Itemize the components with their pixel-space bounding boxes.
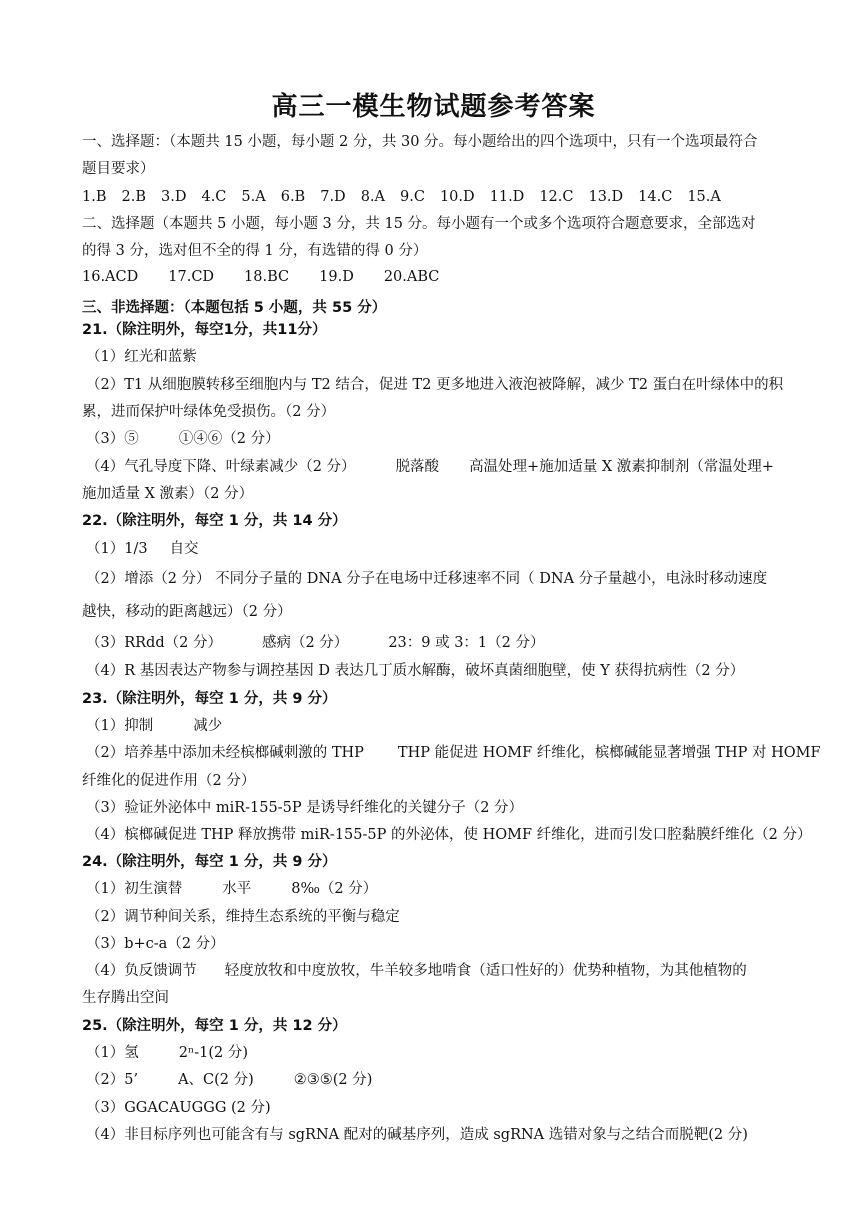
section1-answer-9: 9.C — [400, 189, 425, 205]
q25-answer2-part2: A、C(2 分) — [178, 1072, 254, 1088]
section2-answer-3: 18.BC — [244, 269, 290, 285]
q23-answer2-line2: 纤维化的促进作用（2 分） — [82, 773, 256, 789]
q25-heading: 25.（除注明外，每空 1 分，共 12 分） — [82, 1018, 347, 1034]
q22-answer3-part2: 感病（2 分） — [261, 635, 349, 651]
section2-answer-5: 20.ABC — [383, 269, 440, 285]
q21-answer2-line1: （2）T1 从细胞膜转移至细胞内与 T2 结合，促进 T2 更多地进入液泡被降解，减少 T2 蛋白在叶绿体中的积 — [86, 377, 784, 393]
q25-answer4: （4）非目标序列也可能含有与 sgRNA 配对的碱基序列，造成 sgRNA 选错对象与之结合而脱靶(2 分) — [86, 1127, 748, 1143]
section1-answer-5: 5.A — [241, 189, 266, 205]
section1-answer-4: 4.C — [201, 189, 227, 205]
section1-answer-14: 14.C — [638, 189, 673, 205]
q25-answer1 — [86, 1043, 799, 1063]
q22-heading: 22.（除注明外，每空 1 分，共 14 分） — [82, 513, 347, 529]
section1-answer-11: 11.D — [489, 189, 525, 205]
q24-answer4-part1: （4）负反馈调节 — [86, 963, 197, 979]
q25-answer2 — [86, 1070, 799, 1090]
section2-answer-2: 17.CD — [168, 269, 215, 285]
q22-answer3 — [86, 633, 799, 653]
section2-answers — [82, 267, 799, 287]
q22-answer4: （4）R 基因表达产物参与调控基因 D 表达几丁质水解酶，破坏真菌细胞壁，使 Y 获得抗病性（2 分） — [86, 663, 745, 679]
q22-answer2-line1: （2）增添（2 分） 不同分子量的 DNA 分子在电场中迁移速率不同（ DNA 分子量越小，电泳时移动速度 — [86, 571, 768, 587]
q21-answer3-part1: （3）⑤ — [86, 431, 139, 447]
q21-answer4-part1: （4）气孔导度下降、叶绿素减少（2 分） — [86, 459, 356, 475]
section1-answer-2: 2.B — [121, 189, 146, 205]
section2-heading-line2: 的得 3 分，选对但不全的得 1 分，有选错的得 0 分） — [82, 243, 428, 259]
q21-answer2-line2: 累，进而保护叶绿体免受损伤。（2 分） — [82, 404, 336, 420]
section1-answer-7: 7.D — [320, 189, 346, 205]
q22-answer1-part1: （1）1/3 — [86, 541, 148, 557]
section2-heading-line1: 二、选择题（本题共 5 小题，每小题 3 分，共 15 分。每小题有一个或多个选项符合题意要求，全部选对 — [82, 216, 756, 232]
q23-heading: 23.（除注明外，每空 1 分，共 9 分） — [82, 691, 337, 707]
section1-answer-1: 1.B — [82, 189, 107, 205]
q22-answer1 — [86, 539, 799, 559]
section2-answer-1: 16.ACD — [82, 269, 139, 285]
q22-answer3-part1: （3）RRdd（2 分） — [86, 635, 222, 651]
section3-heading: 三、非选择题：（本题包括 5 小题，共 55 分） — [82, 300, 387, 316]
section1-answer-3: 3.D — [161, 189, 187, 205]
section1-answer-13: 13.D — [588, 189, 624, 205]
q25-answer1-part2: 2ⁿ-1(2 分) — [178, 1045, 249, 1061]
q23-answer2-line1 — [86, 743, 821, 763]
q24-answer1-part2: 水平 — [222, 881, 252, 897]
section1-answer-8: 8.A — [360, 189, 385, 205]
section1-answer-12: 12.C — [539, 189, 574, 205]
q25-answer2-part3: ②③⑤(2 分) — [293, 1072, 373, 1088]
q24-answer1 — [86, 879, 799, 899]
q23-answer1 — [86, 716, 799, 736]
q24-answer4-line1 — [86, 961, 799, 981]
q21-heading: 21.（除注明外，每空1分，共11分） — [82, 322, 327, 338]
q24-answer4-line2: 生存腾出空间 — [82, 990, 169, 1006]
q24-answer4-part2: 轻度放牧和中度放牧，牛羊较多地啃食（适口性好的）优势种植物，为其他植物的 — [224, 963, 747, 979]
q24-answer2: （2）调节种间关系，维持生态系统的平衡与稳定 — [86, 909, 400, 925]
q21-answer1: （1）红光和蓝紫 — [86, 349, 197, 365]
section1-answer-10: 10.D — [439, 189, 475, 205]
q24-answer3: （3）b+c-a（2 分） — [86, 936, 225, 952]
q22-answer1-part2: 自交 — [169, 541, 199, 557]
section2-answer-4: 19.D — [319, 269, 354, 285]
q22-answer3-part3: 23：9 或 3：1（2 分） — [388, 635, 545, 651]
section1-answer-15: 15.A — [687, 189, 721, 205]
q25-answer3: （3）GGACAUGGG (2 分) — [86, 1100, 271, 1116]
q25-answer1-part1: （1）氢 — [86, 1045, 139, 1061]
q24-answer1-part3: 8‰（2 分） — [291, 881, 378, 897]
q23-answer2-part1: （2）培养基中添加未经槟榔碱刺激的 THP — [86, 745, 364, 761]
q23-answer4: （4）槟榔碱促进 THP 释放携带 miR-155-5P 的外泌体，使 HOMF 纤维化，进而引发口腔黏膜纤维化（2 分） — [86, 827, 812, 843]
q21-answer4-part2: 脱落酸 — [395, 459, 440, 475]
q23-answer2-part2: THP 能促进 HOMF 纤维化，槟榔碱能显著增强 THP 对 HOMF — [397, 745, 821, 761]
q23-answer1-part2: 减少 — [193, 718, 223, 734]
q23-answer3: （3）验证外泌体中 miR-155-5P 是诱导纤维化的关键分子（2 分） — [86, 800, 524, 816]
q23-answer1-part1: （1）抑制 — [86, 718, 154, 734]
q21-answer3 — [86, 429, 799, 449]
q25-answer2-part1: （2）5’ — [86, 1072, 139, 1088]
q24-heading: 24.（除注明外，每空 1 分，共 9 分） — [82, 854, 337, 870]
section1-heading-line1: 一、选择题：（本题共 15 小题，每小题 2 分，共 30 分。每小题给出的四个选项中，只有一个选项最符合 — [82, 134, 758, 150]
section1-answer-6: 6.B — [280, 189, 306, 205]
q21-answer4 — [86, 457, 799, 477]
q24-answer1-part1: （1）初生演替 — [86, 881, 183, 897]
page-title: 高三一模生物试题参考答案 — [271, 92, 596, 122]
q21-answer3-part2: ①④⑥（2 分） — [178, 431, 280, 447]
q21-answer4-line2: 施加适量 X 激素）（2 分） — [82, 486, 254, 502]
q22-answer2-line2: 越快，移动的距离越远）（2 分） — [82, 604, 292, 620]
section1-answers — [82, 187, 799, 207]
q21-answer4-part3: 高温处理+施加适量 X 激素抑制剂（常温处理+ — [469, 459, 774, 475]
section1-heading-line2: 题目要求） — [82, 161, 155, 177]
